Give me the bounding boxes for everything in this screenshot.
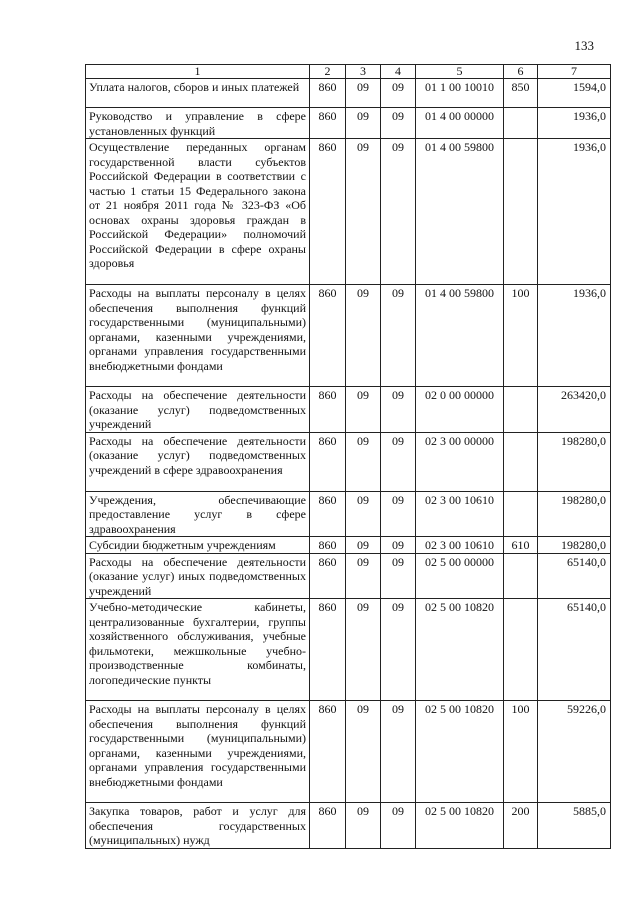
- header-cell-4: 4: [381, 65, 416, 79]
- row-subsection: 09: [381, 491, 416, 537]
- row-target-article: 02 3 00 00000: [416, 432, 504, 491]
- table-row: [86, 701, 611, 803]
- row-expense-type: 200: [504, 803, 538, 849]
- row-name: Расходы на выплаты персоналу в целях обеспечения выполнения функций государственными (муниципальными) органами, казенными учреждениями, органами управления государственными внебюджетными фондами: [86, 285, 310, 387]
- header-cell-5: 5: [416, 65, 504, 79]
- row-code-chief: 860: [310, 285, 346, 387]
- row-subsection: 09: [381, 432, 416, 491]
- table-row: [86, 537, 611, 554]
- page-number: 133: [574, 38, 594, 53]
- row-section: 09: [346, 387, 381, 433]
- row-subsection: 09: [381, 599, 416, 701]
- row-amount: 65140,0: [538, 553, 611, 599]
- row-section: 09: [346, 701, 381, 803]
- row-section: 09: [346, 553, 381, 599]
- row-expense-type: 100: [504, 285, 538, 387]
- table-row: [86, 139, 611, 285]
- row-expense-type: [504, 139, 538, 285]
- row-target-article: 01 1 00 10010: [416, 79, 504, 108]
- table-row: [86, 432, 611, 491]
- row-code-chief: 860: [310, 701, 346, 803]
- row-section: 09: [346, 803, 381, 849]
- row-subsection: 09: [381, 387, 416, 433]
- row-name: Субсидии бюджетным учреждениям: [86, 537, 310, 554]
- row-expense-type: 610: [504, 537, 538, 554]
- row-name: Учебно-методические кабинеты, централизованные бухгалтерии, группы хозяйственного обслуживания, учебные фильмотеки, межшкольные учебно-производственные комбинаты, логопедические пункты: [86, 599, 310, 701]
- row-code-chief: 860: [310, 599, 346, 701]
- row-subsection: 09: [381, 79, 416, 108]
- row-name: Расходы на обеспечение деятельности (оказание услуг) иных подведомственных учреждений: [86, 553, 310, 599]
- row-subsection: 09: [381, 108, 416, 139]
- row-name: Учреждения, обеспечивающие предоставление услуг в сфере здравоохранения: [86, 491, 310, 537]
- row-target-article: 02 5 00 10820: [416, 803, 504, 849]
- row-amount: 198280,0: [538, 537, 611, 554]
- row-code-chief: 860: [310, 108, 346, 139]
- row-name: Расходы на обеспечение деятельности (оказание услуг) подведомственных учреждений: [86, 387, 310, 433]
- row-code-chief: 860: [310, 387, 346, 433]
- row-subsection: 09: [381, 701, 416, 803]
- row-amount: 263420,0: [538, 387, 611, 433]
- row-code-chief: 860: [310, 553, 346, 599]
- row-expense-type: [504, 108, 538, 139]
- budget-table: [85, 64, 611, 849]
- header-cell-1: 1: [86, 65, 310, 79]
- row-section: 09: [346, 432, 381, 491]
- table-row: [86, 285, 611, 387]
- header-cell-6: 6: [504, 65, 538, 79]
- row-amount: 5885,0: [538, 803, 611, 849]
- row-expense-type: 100: [504, 701, 538, 803]
- row-subsection: 09: [381, 139, 416, 285]
- row-expense-type: [504, 491, 538, 537]
- row-target-article: 02 5 00 00000: [416, 553, 504, 599]
- row-section: 09: [346, 139, 381, 285]
- header-cell-7: 7: [538, 65, 611, 79]
- row-target-article: 02 0 00 00000: [416, 387, 504, 433]
- row-section: 09: [346, 285, 381, 387]
- row-amount: 1936,0: [538, 108, 611, 139]
- row-subsection: 09: [381, 553, 416, 599]
- row-amount: 1936,0: [538, 285, 611, 387]
- row-amount: 198280,0: [538, 432, 611, 491]
- row-amount: 198280,0: [538, 491, 611, 537]
- row-code-chief: 860: [310, 491, 346, 537]
- row-target-article: 02 3 00 10610: [416, 537, 504, 554]
- table-row: [86, 599, 611, 701]
- row-name: Уплата налогов, сборов и иных платежей: [86, 79, 310, 108]
- row-section: 09: [346, 108, 381, 139]
- table-header-row: [86, 65, 611, 79]
- row-code-chief: 860: [310, 79, 346, 108]
- row-subsection: 09: [381, 537, 416, 554]
- row-code-chief: 860: [310, 803, 346, 849]
- row-code-chief: 860: [310, 432, 346, 491]
- row-name: Руководство и управление в сфере установленных функций: [86, 108, 310, 139]
- table-row: [86, 79, 611, 108]
- row-expense-type: [504, 387, 538, 433]
- header-cell-3: 3: [346, 65, 381, 79]
- row-subsection: 09: [381, 803, 416, 849]
- table-row: [86, 108, 611, 139]
- row-target-article: 02 5 00 10820: [416, 701, 504, 803]
- table-row: [86, 553, 611, 599]
- row-amount: 59226,0: [538, 701, 611, 803]
- table-row: [86, 387, 611, 433]
- row-expense-type: 850: [504, 79, 538, 108]
- table-row: [86, 491, 611, 537]
- row-amount: 1594,0: [538, 79, 611, 108]
- row-name: Расходы на выплаты персоналу в целях обеспечения выполнения функций государственными (муниципальными) органами, казенными учреждениями, органами управления государственными внебюджетными фондами: [86, 701, 310, 803]
- row-subsection: 09: [381, 285, 416, 387]
- row-target-article: 01 4 00 59800: [416, 285, 504, 387]
- row-name: Расходы на обеспечение деятельности (оказание услуг) подведомственных учреждений в сфере здравоохранения: [86, 432, 310, 491]
- row-amount: 1936,0: [538, 139, 611, 285]
- row-section: 09: [346, 79, 381, 108]
- row-code-chief: 860: [310, 537, 346, 554]
- row-target-article: 02 3 00 10610: [416, 491, 504, 537]
- row-expense-type: [504, 432, 538, 491]
- row-target-article: 02 5 00 10820: [416, 599, 504, 701]
- table-row: [86, 803, 611, 849]
- row-section: 09: [346, 599, 381, 701]
- header-cell-2: 2: [310, 65, 346, 79]
- row-name: Осуществление переданных органам государственной власти субъектов Российской Федерации в соответствии с частью 1 статьи 15 Федерального закона от 21 ноября 2011 года № 323-ФЗ «Об основах охраны здоровья граждан в Российской Федерации» полномочий Российской Федерации в сфере охраны здоровья: [86, 139, 310, 285]
- row-code-chief: 860: [310, 139, 346, 285]
- row-name: Закупка товаров, работ и услуг для обеспечения государственных (муниципальных) нужд: [86, 803, 310, 849]
- row-expense-type: [504, 553, 538, 599]
- row-amount: 65140,0: [538, 599, 611, 701]
- row-section: 09: [346, 537, 381, 554]
- row-expense-type: [504, 599, 538, 701]
- row-section: 09: [346, 491, 381, 537]
- row-target-article: 01 4 00 59800: [416, 139, 504, 285]
- row-target-article: 01 4 00 00000: [416, 108, 504, 139]
